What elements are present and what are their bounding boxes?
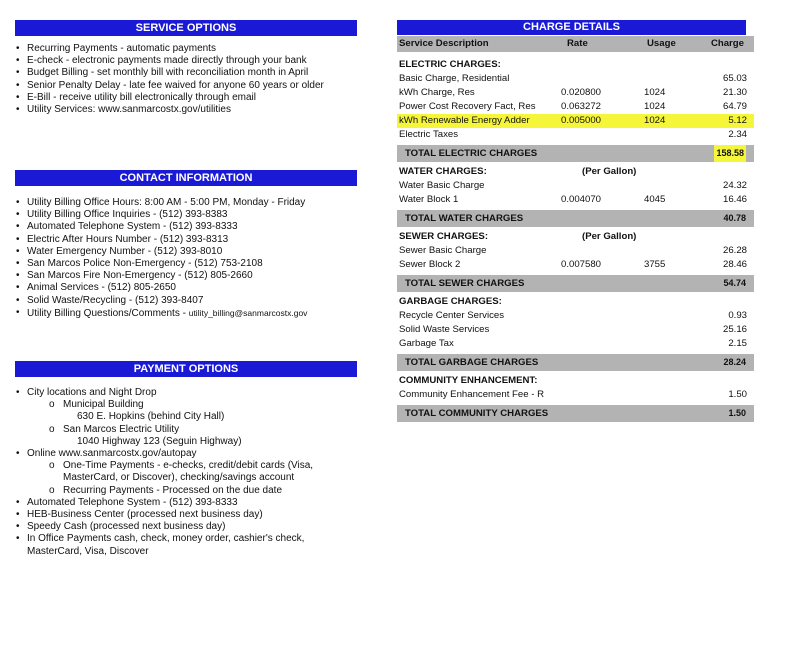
sewer-heading-text: SEWER CHARGES:: [399, 231, 489, 242]
questions-email-link[interactable]: utility_billing@sanmarcostx.gov: [188, 307, 308, 318]
electric-section-heading: [397, 58, 754, 72]
table-row: [397, 309, 754, 323]
row-desc: Basic Charge, Residential: [399, 73, 510, 84]
row-rate: 0.004070: [561, 194, 602, 205]
list-item: • Senior Penalty Delay - late fee waived for anyone 60 years or older: [15, 80, 360, 92]
list-item: • In Office Payments cash, check, money order, cashier's check, MasterCard, Visa, Discover: [15, 533, 360, 557]
list-item: • Water Emergency Number - (512) 393-8010: [15, 246, 365, 258]
garbage-section-heading: [397, 295, 754, 309]
service-options-list: [15, 43, 360, 116]
row-desc: Sewer Block 2: [399, 259, 461, 270]
electric-utility-address: 1040 Highway 123 (Seguin Highway): [77, 435, 242, 447]
table-row: [397, 388, 754, 402]
row-rate: 0.005000: [561, 115, 602, 126]
row-charge: 1.50: [728, 389, 747, 400]
online-sublist: [27, 460, 360, 497]
table-row: [397, 193, 754, 207]
row-charge: 5.12: [728, 115, 747, 126]
service-options-header: SERVICE OPTIONS: [15, 20, 357, 36]
row-usage: 4045: [644, 194, 666, 205]
table-row: [397, 337, 754, 351]
row-charge: 64.79: [722, 101, 747, 112]
table-row: [397, 179, 754, 193]
list-item: • E-check - electronic payments made directly through your bank: [15, 55, 360, 67]
municipal-building-text: Municipal Building: [63, 399, 144, 411]
list-item: • San Marcos Fire Non-Emergency - (512) 805-2660: [15, 270, 365, 282]
community-total-row: [397, 405, 754, 422]
water-total-value: 40.78: [723, 213, 746, 223]
row-charge: 2.15: [728, 338, 747, 349]
garbage-heading-text: GARBAGE CHARGES:: [399, 296, 502, 307]
electric-utility-text: San Marcos Electric Utility: [63, 423, 180, 435]
list-item: • Recurring Payments - automatic payments: [15, 43, 360, 55]
highlighted-table-row: [397, 114, 754, 128]
online-payment-text: Online www.sanmarcostx.gov/autopay: [27, 448, 197, 460]
sewer-section-heading: [397, 230, 754, 244]
column-usage: Usage: [647, 38, 676, 49]
list-item: • Animal Services - (512) 805-2650: [15, 282, 365, 294]
questions-label: Utility Billing Questions/Comments -: [27, 307, 189, 319]
list-item: • Electric After Hours Number - (512) 393-8313: [15, 234, 365, 246]
column-rate: Rate: [567, 38, 588, 49]
list-item: • Utility Services: www.sanmarcostx.gov/utilities: [15, 104, 360, 116]
table-column-header: [397, 36, 754, 52]
row-desc: Electric Taxes: [399, 129, 459, 140]
row-usage: 1024: [644, 101, 666, 112]
sewer-total-row: [397, 275, 754, 292]
row-desc: Solid Waste Services: [399, 324, 490, 335]
row-rate: 0.020800: [561, 87, 602, 98]
list-item: • Solid Waste/Recycling - (512) 393-8407: [15, 295, 365, 307]
garbage-total-row: [397, 354, 754, 371]
list-item: [15, 387, 360, 448]
community-section-heading: [397, 374, 754, 388]
table-row: [397, 100, 754, 114]
water-unit-label: (Per Gallon): [582, 166, 637, 177]
row-desc: Water Basic Charge: [399, 180, 485, 191]
electric-total-row: [397, 145, 754, 162]
community-heading-text: COMMUNITY ENHANCEMENT:: [399, 375, 538, 386]
row-charge: 24.32: [722, 180, 747, 191]
row-usage: 3755: [644, 259, 666, 270]
water-heading-text: WATER CHARGES:: [399, 166, 487, 177]
list-item: • Budget Billing - set monthly bill with reconciliation month in April: [15, 67, 360, 79]
list-item: • E-Bill - receive utility bill electronically through email: [15, 92, 360, 104]
payment-options-list: [15, 387, 360, 558]
row-desc: Power Cost Recovery Fact, Res: [399, 101, 536, 112]
list-item: • Utility Billing Office Inquiries - (512) 393-8383: [15, 209, 365, 221]
city-locations-text: City locations and Night Drop: [27, 387, 157, 398]
row-desc: Sewer Basic Charge: [399, 245, 487, 256]
table-row: [397, 244, 754, 258]
total-label: TOTAL GARBAGE CHARGES: [405, 357, 539, 368]
list-item: [49, 399, 360, 423]
total-label: TOTAL WATER CHARGES: [405, 213, 524, 224]
water-section-heading: [397, 165, 754, 179]
water-total-row: [397, 210, 754, 227]
table-row: [397, 258, 754, 272]
list-item: • Automated Telephone System - (512) 393-8333: [15, 221, 365, 233]
table-row: [397, 128, 754, 142]
payment-options-header: PAYMENT OPTIONS: [15, 361, 357, 377]
list-item: • Automated Telephone System - (512) 393-8333: [15, 497, 360, 509]
column-charge: Charge: [710, 38, 744, 49]
list-item: o Recurring Payments - Processed on the due date: [49, 485, 360, 497]
community-total-value: 1.50: [728, 408, 746, 418]
row-desc: kWh Renewable Energy Adder: [399, 115, 530, 126]
sewer-unit-label: (Per Gallon): [582, 231, 637, 242]
row-rate: 0.007580: [561, 259, 602, 270]
list-item: [15, 307, 365, 320]
total-label: TOTAL ELECTRIC CHARGES: [405, 148, 538, 159]
column-service-description: Service Description: [399, 38, 489, 49]
charge-details-header: CHARGE DETAILS: [397, 20, 746, 35]
row-desc: kWh Charge, Res: [399, 87, 475, 98]
list-item: • San Marcos Police Non-Emergency - (512) 753-2108: [15, 258, 365, 270]
city-locations-sublist: [27, 399, 360, 448]
list-item: [49, 424, 360, 448]
row-charge: 21.30: [722, 87, 747, 98]
row-desc: Recycle Center Services: [399, 310, 505, 321]
row-charge: 65.03: [722, 73, 747, 84]
row-desc: Garbage Tax: [399, 338, 454, 349]
total-label: TOTAL SEWER CHARGES: [405, 278, 525, 289]
row-charge: 16.46: [722, 194, 747, 205]
table-row: [397, 86, 754, 100]
electric-total-value: 158.58: [714, 145, 746, 162]
table-row: [397, 323, 754, 337]
row-usage: 1024: [644, 115, 666, 126]
table-row: [397, 72, 754, 86]
contact-information-list: [15, 197, 365, 320]
municipal-address: 630 E. Hopkins (behind City Hall): [77, 411, 225, 423]
contact-information-header: CONTACT INFORMATION: [15, 170, 357, 186]
electric-heading-text: ELECTRIC CHARGES:: [399, 59, 501, 70]
list-item: • HEB-Business Center (processed next business day): [15, 509, 360, 521]
row-charge: 2.34: [728, 129, 747, 140]
row-charge: 28.46: [722, 259, 747, 270]
row-charge: 26.28: [722, 245, 747, 256]
total-label: TOTAL COMMUNITY CHARGES: [405, 408, 549, 419]
row-charge: 25.16: [722, 324, 747, 335]
row-charge: 0.93: [728, 310, 747, 321]
row-rate: 0.063272: [561, 101, 602, 112]
list-item: o One-Time Payments - e-checks, credit/debit cards (Visa, MasterCard, or Discover), checking/savings account: [49, 460, 360, 484]
row-desc: Community Enhancement Fee - R: [399, 389, 545, 400]
row-desc: Water Block 1: [399, 194, 459, 205]
row-usage: 1024: [644, 87, 666, 98]
charge-details-table: [397, 36, 754, 424]
garbage-total-value: 28.24: [723, 357, 746, 367]
sewer-total-value: 54.74: [723, 278, 746, 288]
list-item: [15, 448, 360, 497]
list-item: • Speedy Cash (processed next business day): [15, 521, 360, 533]
list-item: • Utility Billing Office Hours: 8:00 AM - 5:00 PM, Monday - Friday: [15, 197, 365, 209]
